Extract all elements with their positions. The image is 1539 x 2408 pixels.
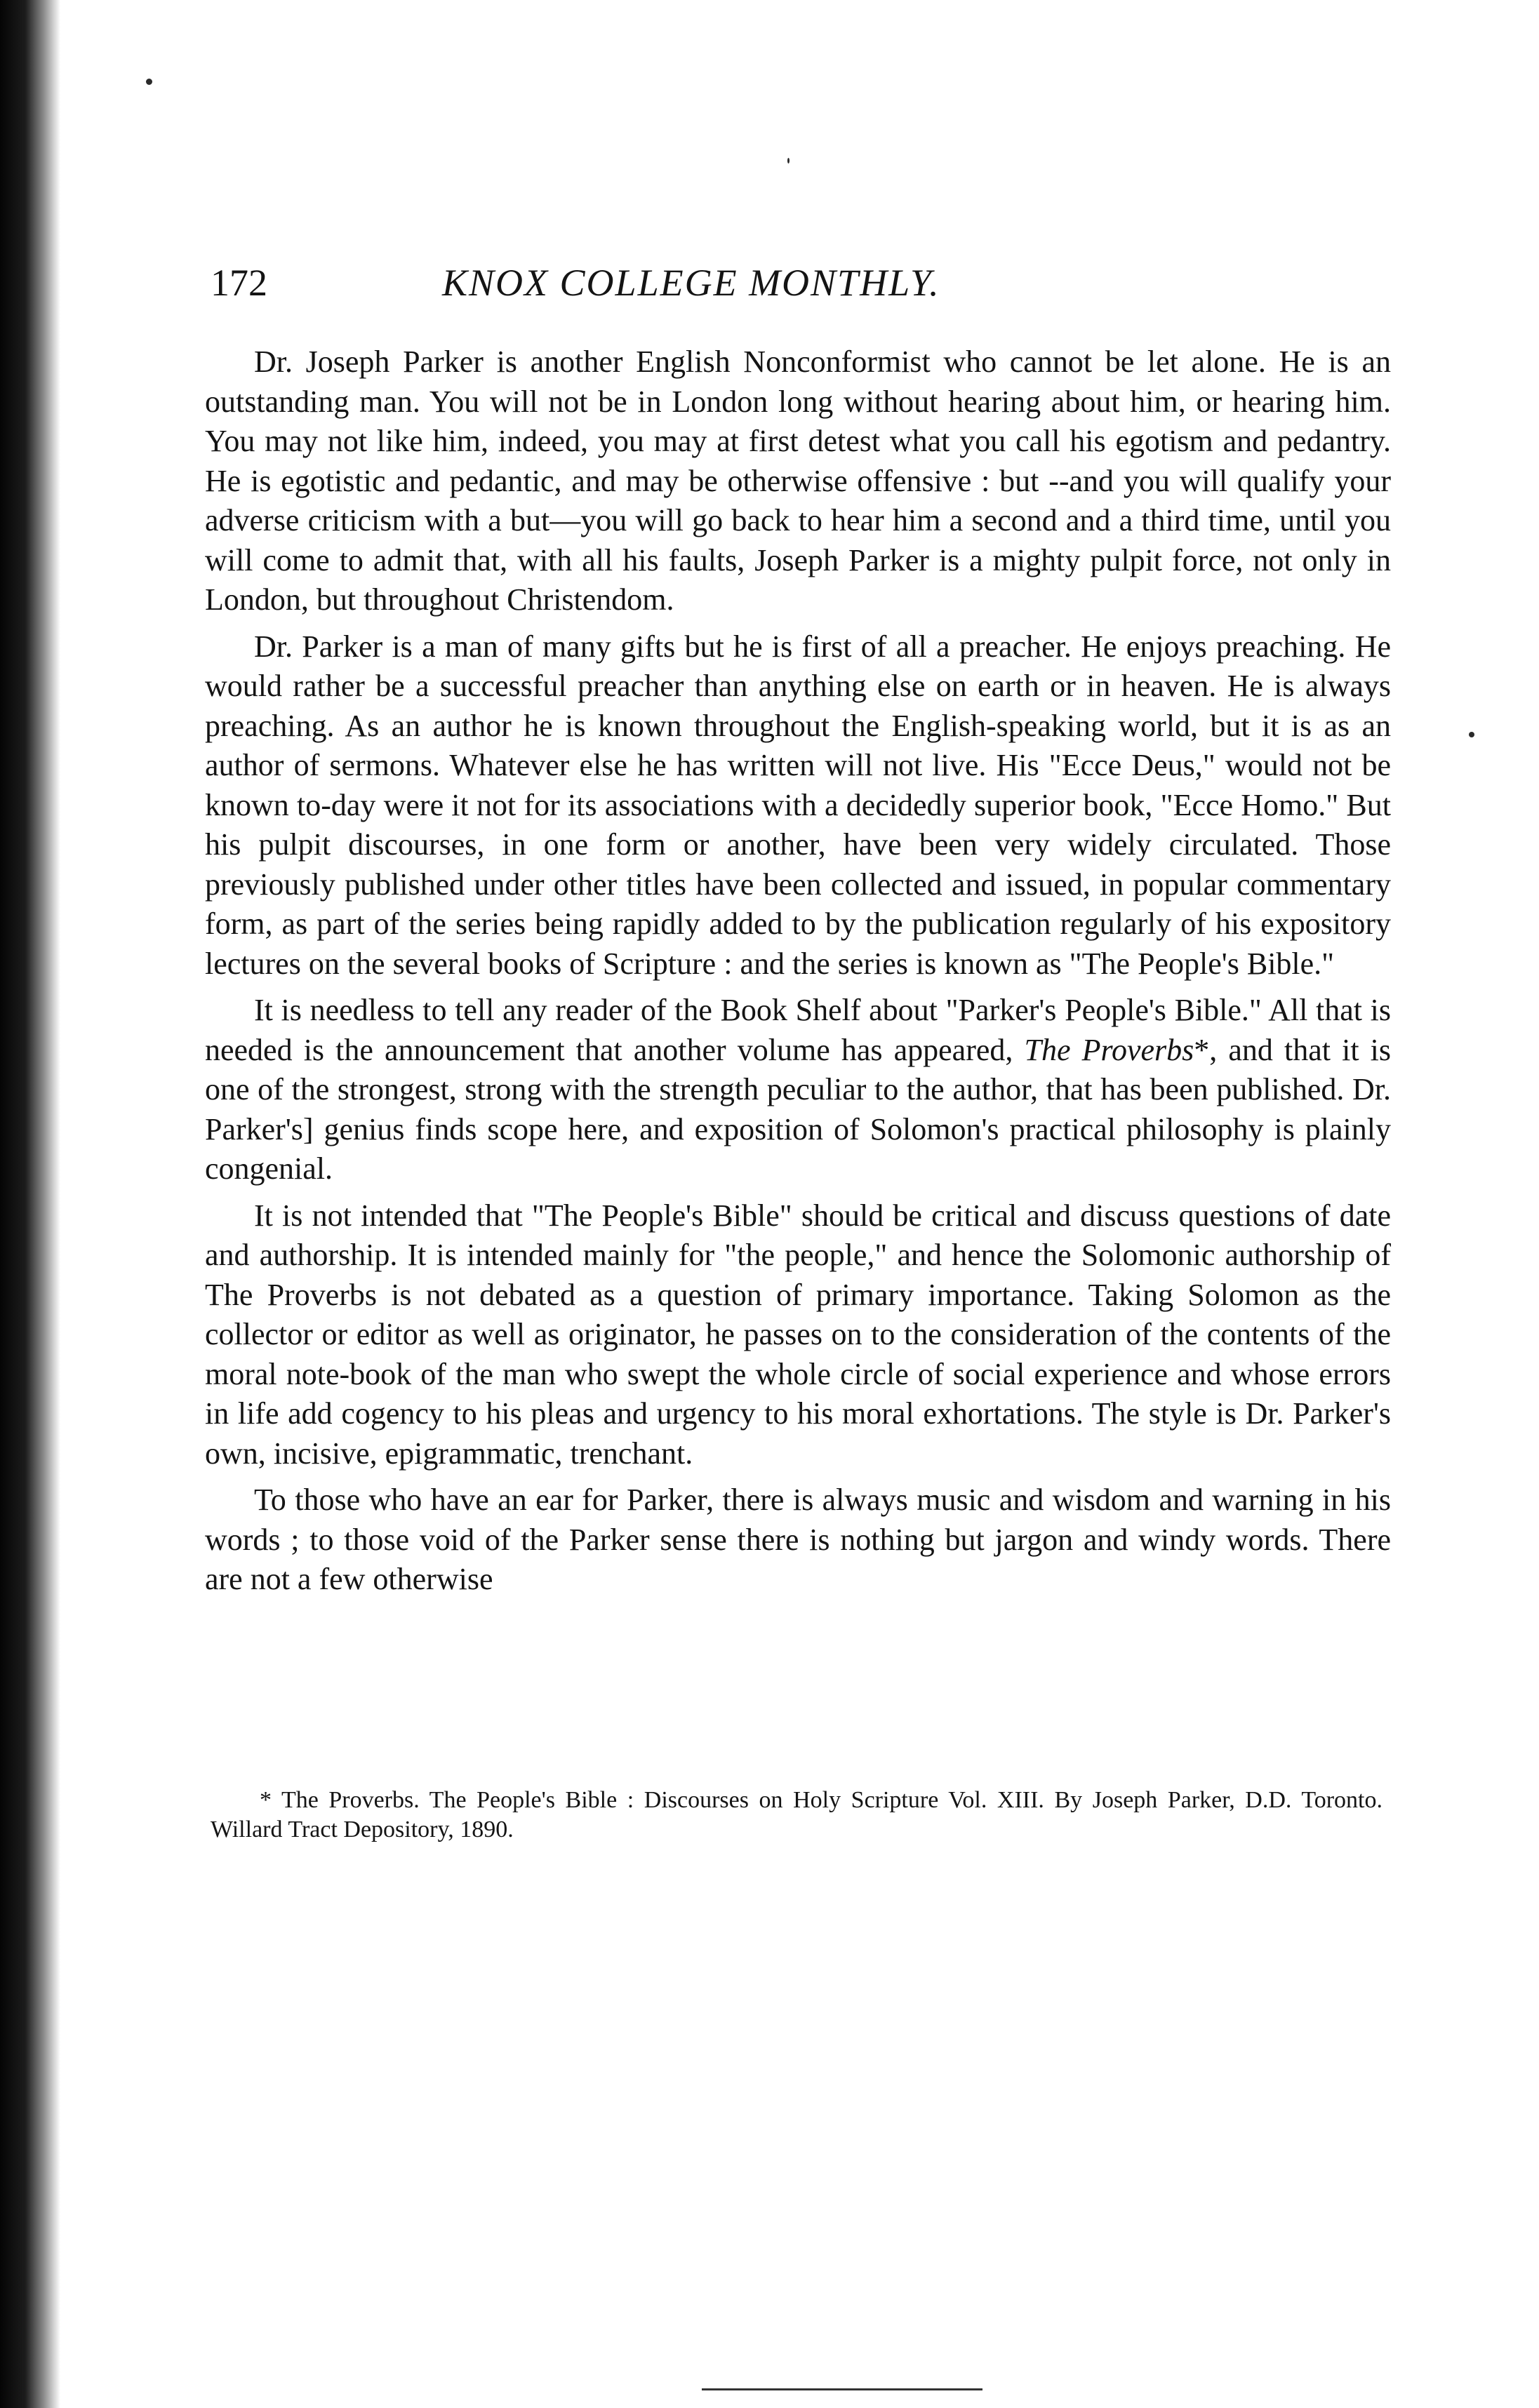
article-body bbox=[205, 342, 1391, 1600]
paragraph: Dr. Parker is a man of many gifts but he is first of all a preacher. He enjoys preaching. He would rather be a successful preacher than anything else on earth or in heaven. He is always preaching. As an author he is known throughout the English-speaking world, but it is as an author of sermons. Whatever else he has written will not live. His "Ecce Deus," would not be known to-day were it not for its associations with a decidedly superior book, "Ecce Homo." But his pulpit discourses, in one form or another, have been very widely circulated. Those previously published under other titles have been collected and issued, in popular commentary form, as part of the series being rapidly added to by the publication regularly of his expository lectures on the several books of Scripture : and the series is known as "The People's Bible." bbox=[205, 629, 1391, 981]
page-speck bbox=[1469, 732, 1474, 737]
paragraph bbox=[205, 991, 1391, 1189]
paragraph-text: , and that it is one of the strongest, strong with the strength peculiar to the author, that has been published. Dr. Parker's] genius finds scope here, and exposition of Solomon's practical philosophy is plainly congenial. bbox=[205, 1032, 1391, 1186]
page-binding-edge bbox=[0, 0, 60, 2408]
running-title: KNOX COLLEGE MONTHLY. bbox=[442, 262, 940, 304]
page-header bbox=[211, 261, 1397, 317]
paragraph-text: It is needless to tell any reader of the Book Shelf about "Parker's People's Bible." All that is needed is the announcement that another volume has appeared, bbox=[205, 993, 1391, 1067]
page-speck bbox=[787, 158, 790, 163]
page-number: 172 bbox=[211, 262, 267, 304]
page-speck bbox=[146, 79, 152, 85]
footnote: * The Proverbs. The People's Bible : Discourses on Holy Scripture Vol. XIII. By Joseph Parker, D.D. Toronto. Willard Tract Depository, 1890. bbox=[211, 1787, 1383, 1842]
paragraph: Dr. Joseph Parker is another English Nonconformist who cannot be let alone. He is an outstanding man. You will not be in London long without hearing about him, or hearing him. You may not like him, indeed, you may at first detest what you call his egotism and pedantry. He is egotistic and pedantic, and may be otherwise offensive : but --and you will qualify your adverse criticism with a but—you will go back to hear him a second and a third time, until you will come to admit that, with all his faults, Joseph Parker is a mighty pulpit force, not only in London, but throughout Christendom. bbox=[205, 345, 1391, 617]
paragraph: To those who have an ear for Parker, there is always music and wisdom and warning in his words ; to those void of the Parker sense there is nothing but jargon and windy words. There are not a few otherwise bbox=[205, 1483, 1391, 1596]
paragraph: It is not intended that "The People's Bible" should be critical and discuss questions of date and authorship. It is intended mainly for "the people," and hence the Solomonic authorship of The Proverbs is not debated as a question of primary importance. Taking Solomon as the collector or editor as well as originator, he passes on to the consideration of the contents of the moral note-book of the man who swept the whole circle of social experience and whose errors in life add cogency to his pleas and urgency to his moral exhortations. The style is Dr. Parker's own, incisive, epigrammatic, trenchant. bbox=[205, 1198, 1391, 1471]
book-title: The Proverbs bbox=[1024, 1032, 1194, 1067]
footnote-marker: * bbox=[1194, 1032, 1210, 1067]
bottom-rule bbox=[702, 2388, 982, 2390]
